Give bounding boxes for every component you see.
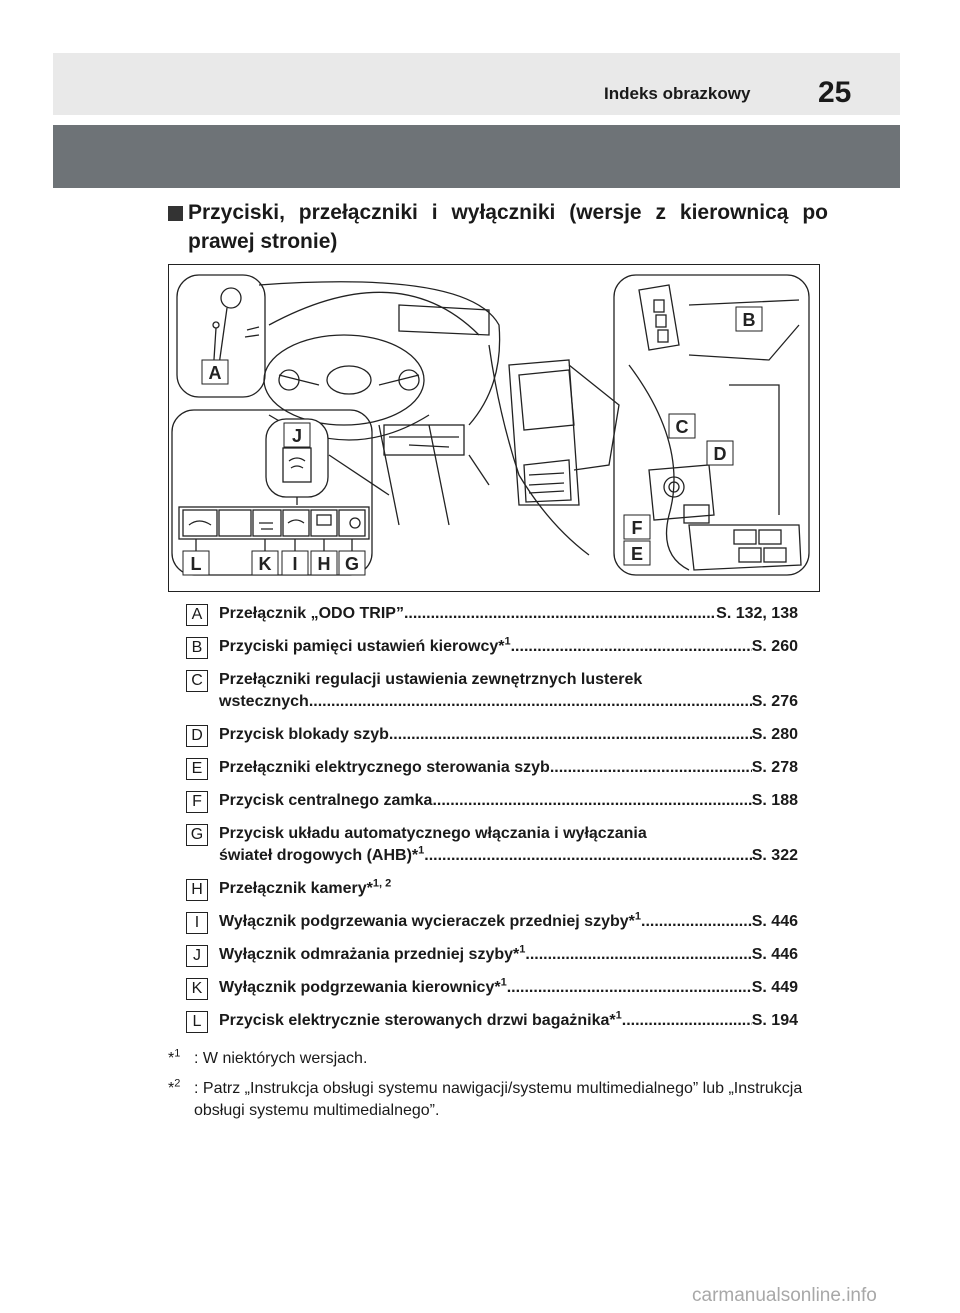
item-page: S. 322 — [751, 847, 798, 864]
label-f-text: F — [631, 518, 643, 538]
label-a-text: A — [208, 363, 222, 383]
item-text-cont: świateł drogowych (AHB)* — [219, 847, 419, 864]
footnote-mark: * — [168, 1080, 175, 1097]
label-h-text: H — [317, 554, 331, 574]
item-text: Przycisk układu automatycznego włączania i wyłączania — [219, 825, 647, 842]
item-text: Przycisk centralnego zamka — [219, 792, 433, 809]
label-i-text: I — [292, 554, 298, 574]
item-text: Wyłącznik podgrzewania kierownicy* — [219, 979, 501, 996]
item-page: S. 276 — [751, 693, 798, 710]
item-letter: F — [186, 791, 208, 813]
label-g-text: G — [344, 554, 360, 574]
label-c-text: C — [675, 417, 689, 437]
item-footnote-ref: 1 — [615, 1009, 622, 1022]
label-k — [252, 551, 278, 575]
legend-list — [186, 603, 798, 1043]
item-letter: K — [186, 978, 208, 1000]
list-item — [186, 1010, 798, 1032]
item-page: S. 194 — [751, 1012, 798, 1029]
footnote-text: : W niektórych wersjach. — [194, 1050, 368, 1067]
item-page: S. 278 — [751, 759, 798, 776]
label-d-text: D — [713, 444, 727, 464]
item-footnote-ref: 1 — [504, 635, 511, 648]
list-item — [186, 823, 798, 867]
label-i — [282, 551, 308, 575]
item-letter: A — [186, 604, 208, 626]
label-a — [202, 360, 228, 384]
footnote-number: 1 — [174, 1047, 181, 1060]
item-page: S. 446 — [751, 946, 798, 963]
dashboard-drawing — [169, 265, 819, 591]
header-band — [53, 53, 900, 115]
footnote — [168, 1048, 808, 1070]
item-text: Przycisk elektrycznie sterowanych drzwi bagażnika* — [219, 1012, 616, 1029]
list-item — [186, 603, 798, 625]
item-letter: I — [186, 912, 208, 934]
item-text-cont: wstecznych — [219, 693, 309, 710]
label-h — [311, 551, 337, 575]
item-letter: B — [186, 637, 208, 659]
list-item — [186, 944, 798, 966]
item-footnote-ref: 1 — [418, 844, 425, 857]
list-item — [186, 724, 798, 746]
section-bullet-icon — [168, 206, 183, 221]
item-letter: G — [186, 824, 208, 846]
item-letter: L — [186, 1011, 208, 1033]
label-e-text: E — [630, 544, 644, 564]
footnotes — [168, 1048, 808, 1130]
label-j-text: J — [291, 426, 303, 446]
item-page: S. 132, 138 — [716, 605, 798, 622]
list-item — [186, 790, 798, 812]
dashboard-illustration — [168, 264, 820, 592]
list-item — [186, 977, 798, 999]
item-footnote-ref: 1 — [634, 910, 641, 923]
item-letter: E — [186, 758, 208, 780]
item-page: S. 446 — [751, 913, 798, 930]
item-letter: J — [186, 945, 208, 967]
item-text: Przełączniki elektrycznego sterowania szyb — [219, 759, 550, 776]
list-item — [186, 669, 798, 713]
label-e — [624, 541, 650, 565]
footnote-number: 2 — [174, 1077, 181, 1090]
label-b — [736, 307, 762, 331]
label-l-text: L — [190, 554, 202, 574]
list-item — [186, 757, 798, 779]
label-j — [284, 423, 310, 447]
watermark: carmanualsonline.info — [692, 1285, 877, 1306]
label-g — [339, 551, 365, 575]
item-text: Przełączniki regulacji ustawienia zewnętrznych lusterek — [219, 671, 643, 688]
label-d — [707, 441, 733, 465]
item-page: S. 188 — [751, 792, 798, 809]
list-item — [186, 878, 798, 900]
item-letter: D — [186, 725, 208, 747]
label-b-text: B — [742, 310, 756, 330]
label-k-text: K — [258, 554, 272, 574]
item-footnote-ref: 1, 2 — [372, 877, 392, 890]
label-c — [669, 414, 695, 438]
list-item — [186, 911, 798, 933]
item-letter: H — [186, 879, 208, 901]
item-text: Przyciski pamięci ustawień kierowcy* — [219, 638, 505, 655]
footnote — [168, 1078, 808, 1122]
item-text: Przełącznik „ODO TRIP” — [219, 605, 404, 622]
page-number: 25 — [818, 76, 852, 109]
section-band — [53, 125, 900, 188]
item-letter: C — [186, 670, 208, 692]
item-text: Przełącznik kamery* — [219, 880, 373, 897]
item-page: S. 260 — [751, 638, 798, 655]
header-title: Indeks obrazkowy — [604, 84, 751, 103]
item-text: Wyłącznik odmrażania przedniej szyby* — [219, 946, 520, 963]
label-l — [183, 551, 209, 575]
section-title: Przyciski, przełączniki i wyłączniki (wersje z kierownicą po prawej stronie) — [188, 201, 828, 253]
item-footnote-ref: 1 — [519, 943, 526, 956]
item-page: S. 449 — [751, 979, 798, 996]
label-f — [624, 515, 650, 539]
item-text: Wyłącznik podgrzewania wycieraczek przedniej szyby* — [219, 913, 635, 930]
list-item — [186, 636, 798, 658]
item-text: Przycisk blokady szyb — [219, 726, 389, 743]
item-page: S. 280 — [751, 726, 798, 743]
footnote-text: : Patrz „Instrukcja obsługi systemu nawigacji/systemu multimedialnego” lub „Instrukcja obsługi systemu multimedialnego”. — [194, 1080, 803, 1119]
item-footnote-ref: 1 — [500, 976, 507, 989]
footnote-mark: * — [168, 1050, 175, 1067]
